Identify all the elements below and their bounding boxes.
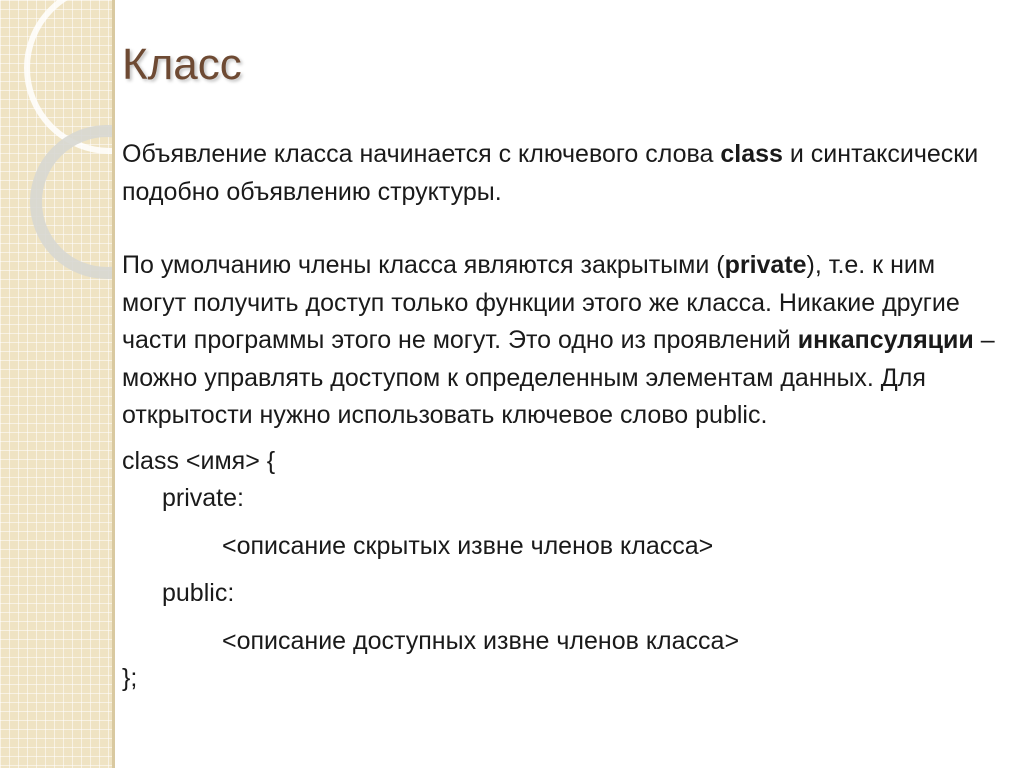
keyword-encapsulation: инкапсуляции (797, 326, 974, 354)
keyword-class: class (720, 140, 783, 168)
para2-text-3: – можно управлять доступом к определенным элементам данных. Для открытости нужно использовать ключевое слово public. (122, 326, 995, 429)
para2-text-2: ), т.е. к ним могут получить доступ только функции этого же класса. Никакие другие части программы этого не могут. Это одно из проявлений (122, 251, 960, 354)
para1-text-2: и синтаксически подобно объявлению структуры. (122, 140, 979, 206)
code-line-private-members: <описание скрытых извне членов класса> (222, 531, 714, 560)
decorative-ring-icon (30, 125, 112, 279)
decorative-sidebar (0, 0, 112, 768)
code-spacer (122, 435, 1002, 443)
code-line-public-members: <описание доступных извне членов класса> (222, 626, 740, 655)
keyword-private: private (724, 251, 807, 279)
slide-body (122, 136, 1002, 698)
decorative-circles (0, 0, 112, 320)
sidebar-divider (112, 0, 115, 768)
paragraph-spacer (122, 211, 1002, 247)
code-line-private: private: (162, 484, 244, 512)
para2-text-1: По умолчанию члены класса являются закрытыми ( (122, 251, 725, 279)
code-line-public: public: (162, 579, 235, 607)
code-line-class-close: }; (122, 664, 138, 692)
code-line-class-open: class <имя> { (122, 446, 276, 475)
paragraph-class-declaration (122, 136, 1002, 211)
slide-title: Класс (122, 40, 242, 89)
paragraph-access-control (122, 247, 1002, 435)
code-block (122, 443, 1002, 698)
para1-text-1: Объявление класса начинается с ключевого слова (122, 140, 721, 168)
